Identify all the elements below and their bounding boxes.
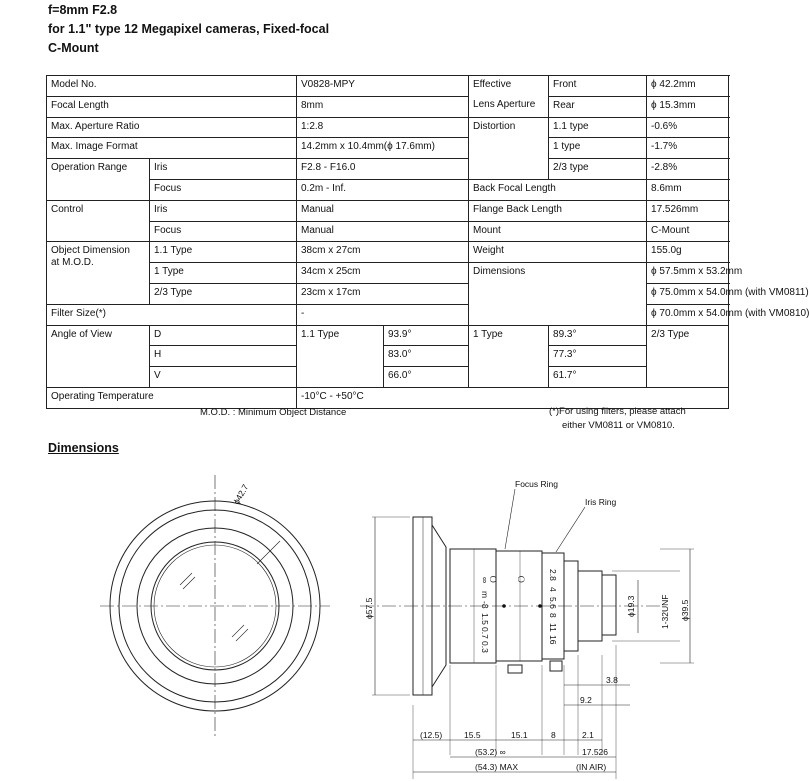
- od-11-label: 1.1 Type: [150, 242, 297, 263]
- dimension-drawing: [0, 455, 781, 781]
- flange-value: 17.526mm: [647, 200, 729, 221]
- table-row: [47, 367, 729, 388]
- dimensions-value-3: ϕ 70.0mm x 54.0mm (with VM0810): [647, 304, 729, 325]
- mod-note: M.O.D. : Minimum Object Distance: [200, 407, 347, 418]
- distortion-1-label: 1 type: [549, 138, 647, 159]
- distortion-23-label: 2/3 type: [549, 159, 647, 180]
- rear-label: Rear: [549, 96, 647, 117]
- dim-8: 8: [551, 730, 556, 740]
- table-row: [47, 117, 729, 138]
- iris-scale-8: 8: [548, 613, 558, 618]
- filter-label: Filter Size(*): [47, 304, 297, 325]
- iris-ring-label: Iris Ring: [585, 497, 617, 507]
- heading-focal: f=8mm F2.8: [48, 3, 118, 17]
- table-row: [47, 346, 729, 367]
- distortion-11-value: -0.6%: [647, 117, 729, 138]
- focus-range-value: 0.2m - Inf.: [297, 179, 469, 200]
- focus-scale-15: 1.5: [480, 613, 490, 625]
- aov-v-label: V: [150, 367, 297, 388]
- aov-1-h: 77.3°: [549, 346, 647, 367]
- aov-d-label: D: [150, 325, 297, 346]
- focus-scale-8: -8: [480, 601, 490, 609]
- od-23-label: 2/3 Type: [150, 283, 297, 304]
- dim-532: (53.2) ∞: [475, 747, 506, 757]
- table-row: [47, 76, 729, 97]
- dim-21: 2.1: [582, 730, 594, 740]
- focus-control-label: Focus: [150, 221, 297, 242]
- weight-value: 155.0g: [647, 242, 729, 263]
- table-row: [47, 138, 729, 159]
- table-row: [47, 179, 729, 200]
- spec-table: [46, 75, 809, 409]
- mount-label: Mount: [469, 221, 647, 242]
- heading-mount: C-Mount: [48, 41, 99, 55]
- angle-of-view-label: Angle of View: [47, 325, 150, 387]
- focus-scale-top: ∞: [480, 577, 490, 584]
- iris-range-label: Iris: [150, 159, 297, 180]
- flange-label: Flange Back Length: [469, 200, 647, 221]
- max-aperture-value: 1:2.8: [297, 117, 469, 138]
- model-label: Model No.: [47, 76, 297, 97]
- ring-markings: [480, 569, 558, 653]
- effective-label: Effective: [469, 76, 549, 97]
- focal-label: Focal Length: [47, 96, 297, 117]
- front-value: ϕ 42.2mm: [647, 76, 729, 97]
- operation-range-label: Operation Range: [47, 159, 150, 201]
- side-dia-label: ϕ39.5: [680, 599, 690, 621]
- table-row: [47, 200, 729, 221]
- focus-index-dot: [502, 604, 506, 608]
- dim-92: 9.2: [580, 695, 592, 705]
- max-aperture-label: Max. Aperture Ratio: [47, 117, 297, 138]
- aov-11-d: 93.9°: [384, 325, 469, 346]
- aov-1-v: 61.7°: [549, 367, 647, 388]
- weight-label: Weight: [469, 242, 647, 263]
- aov-h-label: H: [150, 346, 297, 367]
- distortion-11-label: 1.1 type: [549, 117, 647, 138]
- od-11-value: 38cm x 27cm: [297, 242, 469, 263]
- filter-value: -: [297, 304, 469, 325]
- aov-11-h: 83.0°: [384, 346, 469, 367]
- table-row: [47, 325, 729, 346]
- in-air-label: (IN AIR): [576, 762, 607, 772]
- back-focal-label: Back Focal Length: [469, 179, 647, 200]
- aov-11-v: 66.0°: [384, 367, 469, 388]
- focus-control-value: Manual: [297, 221, 469, 242]
- control-label: Control: [47, 200, 150, 242]
- body-dia-label: ϕ57.5: [364, 597, 374, 619]
- iris-scale-56: 5.6: [548, 597, 558, 609]
- rear-dia-label: ϕ19.3: [626, 595, 636, 617]
- object-dimension-label: [47, 242, 150, 304]
- dimensions-value-1: ϕ 57.5mm x 53.2mm: [647, 263, 729, 284]
- filter-note-1: (*)For using filters, please attach: [549, 406, 686, 417]
- temperature-value: -10°C - +50°C: [297, 387, 729, 408]
- iris-ring-mark: Ｏ: [516, 575, 526, 584]
- iris-scale-28: 2.8: [548, 569, 558, 581]
- back-focal-value: 8.6mm: [647, 179, 729, 200]
- aov-1-type: 1 Type: [469, 325, 549, 387]
- dimensions-value-2: ϕ 75.0mm x 54.0mm (with VM0811): [647, 283, 729, 304]
- focus-range-label: Focus: [150, 179, 297, 200]
- mount-value: C-Mount: [647, 221, 729, 242]
- od-1-label: 1 Type: [150, 263, 297, 284]
- iris-range-value: F2.8 - F16.0: [297, 159, 469, 180]
- object-dimension-label-1: Object Dimension: [51, 245, 130, 257]
- heading-camera-type: for 1.1" type 12 Megapixel cameras, Fixed-focal: [48, 22, 330, 36]
- focus-ring-mark: Ｏ: [488, 575, 498, 584]
- od-23-value: 23cm x 17cm: [297, 283, 469, 304]
- aov-1-d: 89.3°: [549, 325, 647, 346]
- focus-scale-07: 0.7: [480, 627, 490, 639]
- distortion-23-value: -2.8%: [647, 159, 729, 180]
- front-label: Front: [549, 76, 647, 97]
- table-row: [47, 96, 729, 117]
- max-format-label: Max. Image Format: [47, 138, 297, 159]
- focus-scale-03: 0.3: [480, 641, 490, 653]
- iris-scale-16: 16: [548, 635, 558, 645]
- dim-38: 3.8: [606, 675, 618, 685]
- table-row: [47, 242, 729, 263]
- lens-aperture-label: Lens Aperture: [469, 96, 549, 117]
- od-1-value: 34cm x 25cm: [297, 263, 469, 284]
- dim-155: 15.5: [464, 730, 481, 740]
- rear-value: ϕ 15.3mm: [647, 96, 729, 117]
- table-row: [47, 159, 729, 180]
- focus-ring-label: Focus Ring: [515, 479, 558, 489]
- dimensions-label: Dimensions: [469, 263, 647, 325]
- aov-23-type: 2/3 Type: [647, 325, 729, 387]
- object-dimension-label-2: at M.O.D.: [51, 257, 94, 269]
- mount-thread-label: 1-32UNF: [660, 594, 670, 629]
- table-row: [47, 263, 729, 284]
- iris-index-dot: [538, 604, 542, 608]
- aov-11-type: 1.1 Type: [297, 325, 384, 387]
- front-dia-label: ϕ42.7: [231, 482, 251, 506]
- focal-value: 8mm: [297, 96, 469, 117]
- distortion-label: Distortion: [469, 117, 549, 179]
- dim-543: (54.3) MAX: [475, 762, 518, 772]
- temperature-label: Operating Temperature: [47, 387, 297, 408]
- model-value: V0828-MPY: [297, 76, 469, 97]
- focus-scale-m: m: [480, 591, 490, 599]
- iris-scale-4: 4: [548, 587, 558, 592]
- iris-control-value: Manual: [297, 200, 469, 221]
- table-row: [47, 221, 729, 242]
- filter-note-2: either VM0811 or VM0810.: [562, 420, 675, 431]
- front-view: [100, 475, 330, 737]
- dim-151: 15.1: [511, 730, 528, 740]
- dim-125: (12.5): [420, 730, 443, 740]
- dimensions-title: Dimensions: [48, 441, 119, 455]
- iris-control-label: Iris: [150, 200, 297, 221]
- dim-17526: 17.526: [582, 747, 608, 757]
- distortion-1-value: -1.7%: [647, 138, 729, 159]
- iris-scale-11: 11: [548, 623, 558, 632]
- max-format-value: 14.2mm x 10.4mm(ϕ 17.6mm): [297, 138, 469, 159]
